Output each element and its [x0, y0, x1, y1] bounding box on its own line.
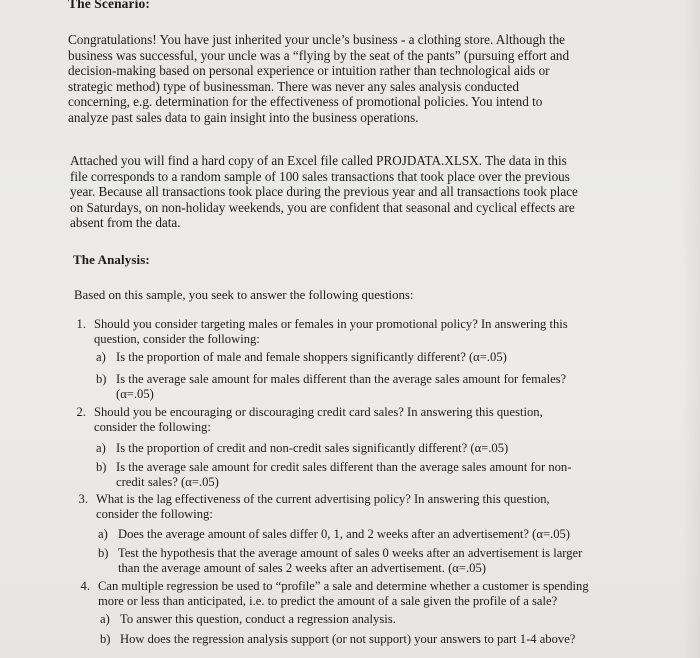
sub-label: a) — [98, 527, 108, 541]
text-line: business was successful, your uncle was a “flying by the seat of the pants” (pursuing effort and — [68, 47, 570, 63]
question-number: 4. — [80, 579, 90, 593]
scenario-heading: The Scenario: — [68, 0, 150, 11]
text-line: credit sales? (α=.05) — [116, 474, 219, 489]
text-line: Should you consider targeting males or females in your promotional policy? In answering this — [94, 317, 568, 331]
text-line: Is the proportion of male and female shoppers significantly different? (α=.05) — [116, 350, 507, 364]
sub-label: b) — [96, 460, 107, 474]
text-line: question, consider the following: — [94, 331, 260, 346]
question-number: 2. — [76, 405, 86, 419]
text-line: (α=.05) — [116, 386, 154, 401]
question-number: 1. — [76, 317, 86, 331]
text-line: Attached you will find a hard copy of an Excel file called PROJDATA.XLSX. The data in this — [70, 153, 567, 168]
sub-label: a) — [96, 350, 106, 364]
text-line: Is the average sale amount for credit sales different than the average sales amount for non- — [116, 460, 572, 474]
sub-label: b) — [98, 546, 109, 560]
text-line: Can multiple regression be used to “profile” a sale and determine whether a customer is spending — [98, 579, 589, 593]
text-line: consider the following: — [96, 506, 213, 521]
sub-label: b) — [96, 372, 107, 386]
text-line: What is the lag effectiveness of the current advertising policy? In answering this question, — [96, 492, 550, 506]
scenario-paragraph-1 — [68, 32, 569, 126]
sub-label: a) — [100, 612, 110, 626]
text-line: file corresponds to a random sample of 100 sales transactions that took place over the previous — [70, 168, 570, 184]
text-line: year. Because all transactions took place during the previous year and all transactions took place — [70, 184, 578, 200]
text-line: Should you be encouraging or discouraging credit card sales? In answering this question, — [94, 405, 543, 419]
text-line: than the average amount of sales 2 weeks after an advertisement. (α=.05) — [118, 560, 486, 575]
scenario-paragraph-2 — [70, 153, 578, 231]
page-edge-shadow — [682, 0, 700, 658]
text-line: Is the average sale amount for males different than the average sales amount for females? — [116, 372, 567, 386]
text-line: Is the proportion of credit and non-credit sales significantly different? (α=.05) — [116, 441, 509, 455]
text-line: absent from the data. — [70, 215, 181, 231]
text-line: strategic method) type of businessman. There was never any sales analysis conducted — [68, 78, 519, 94]
text-line: How does the regression analysis support (or not support) your answers to part 1-4 above? — [120, 632, 576, 646]
text-line: Congratulations! You have just inherited your uncle’s business - a clothing store. Although the — [68, 32, 566, 47]
sub-label: b) — [100, 632, 111, 646]
text-line: Does the average amount of sales differ 0, 1, and 2 weeks after an advertisement? (α=.05) — [118, 527, 570, 541]
text-line: To answer this question, conduct a regression analysis. — [120, 612, 396, 626]
text-line: Test the hypothesis that the average amount of sales 0 weeks after an advertisement is larger — [118, 546, 583, 560]
text-line: concerning, e.g. determination for the effectiveness of promotional policies. You intend to — [68, 94, 543, 110]
analysis-heading: The Analysis: — [73, 252, 150, 267]
text-line: more or less than anticipated, i.e. to predict the amount of a sale given the profile of a sale? — [98, 593, 558, 608]
text-line: decision-making based on personal experience or intuition rather than technological aids or — [68, 63, 550, 79]
sub-label: a) — [96, 441, 106, 455]
analysis-intro: Based on this sample, you seek to answer the following questions: — [74, 288, 414, 302]
question-number: 3. — [78, 492, 88, 506]
text-line: on Saturdays, on non-holiday weekends, you are confident that seasonal and cyclical effects are — [70, 199, 575, 215]
text-line: consider the following: — [94, 419, 211, 434]
text-line: analyze past sales data to gain insight into the business operations. — [68, 109, 419, 125]
